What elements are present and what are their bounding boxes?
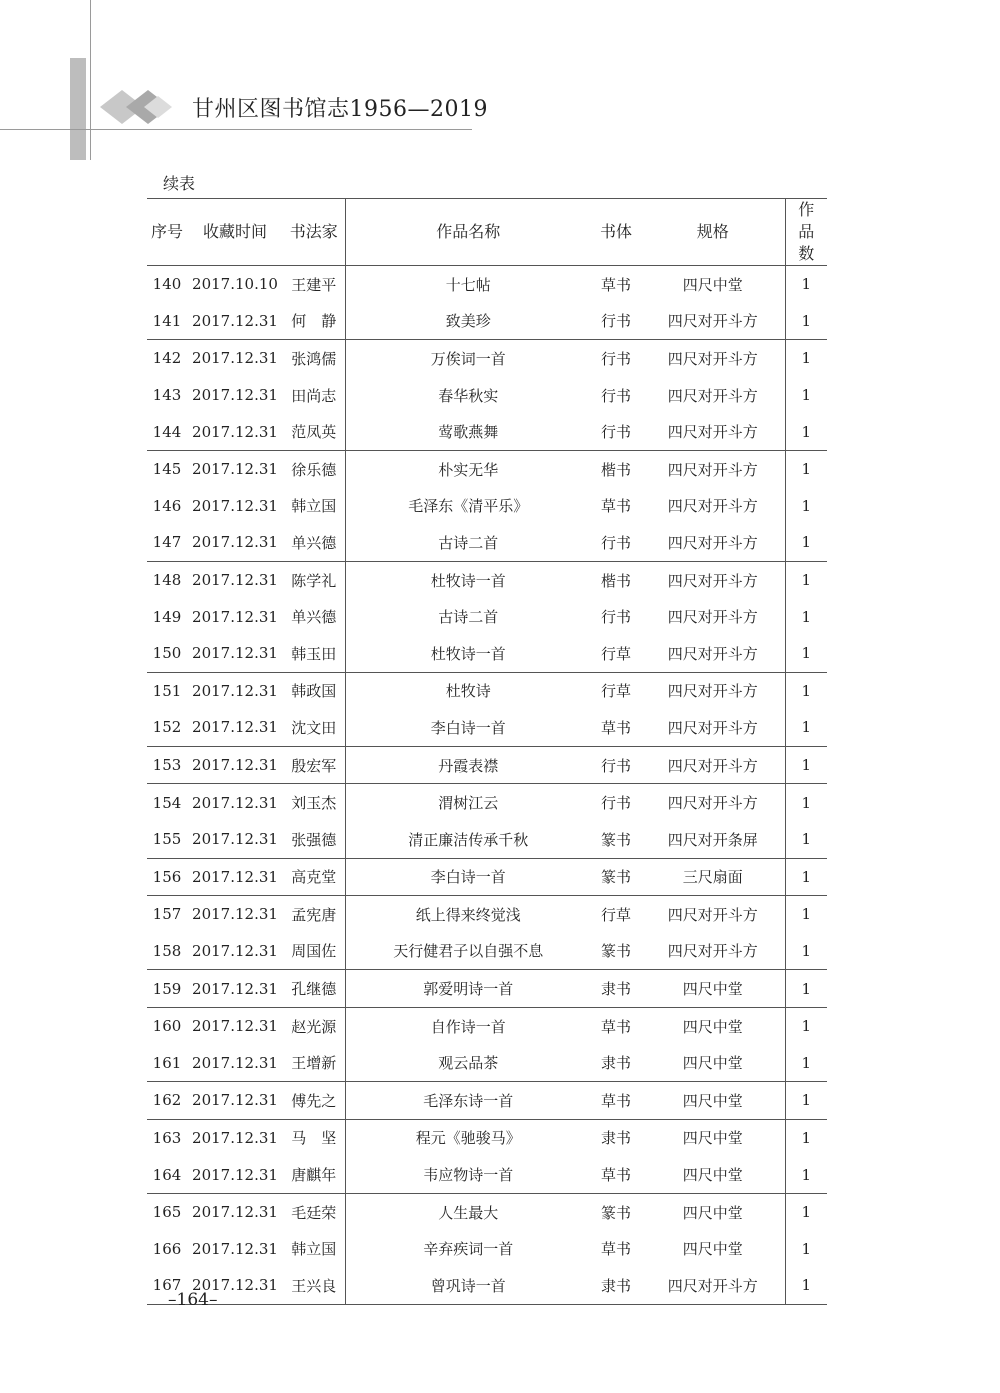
table-row bbox=[147, 413, 827, 450]
table-cell: 2017.12.31 bbox=[192, 496, 278, 515]
table-cell: 沈文田 bbox=[283, 709, 345, 746]
table-cell: 韩政国 bbox=[283, 672, 345, 709]
table-cell: 四尺中堂 bbox=[641, 1230, 785, 1267]
table-cell: 2017.12.31 bbox=[187, 450, 283, 487]
table-cell: 156 bbox=[147, 858, 187, 896]
table-cell: 行书 bbox=[600, 386, 631, 405]
table-cell: 朴实无华 bbox=[345, 450, 591, 487]
table-cell: 唐麒年 bbox=[283, 1156, 345, 1193]
table-cell: 四尺对开斗方 bbox=[641, 672, 785, 709]
table-cell: 2017.12.31 bbox=[187, 858, 283, 896]
table-cell: 1 bbox=[801, 422, 812, 441]
table-cell: 陈学礼 bbox=[283, 561, 345, 598]
table-cell: 四尺中堂 bbox=[641, 1119, 785, 1156]
table-row bbox=[147, 933, 827, 970]
table-cell: 150 bbox=[152, 644, 182, 663]
table-cell: 2017.12.31 bbox=[192, 422, 278, 441]
table-row bbox=[147, 821, 827, 858]
table-cell: 行书 bbox=[600, 423, 631, 442]
table-cell: 140 bbox=[152, 275, 182, 294]
table-cell: 1 bbox=[801, 1053, 812, 1072]
table-cell: 146 bbox=[152, 496, 182, 515]
table-cell: 四尺中堂 bbox=[641, 266, 785, 303]
table-cell: 1 bbox=[785, 1193, 827, 1230]
table-cell: 行草 bbox=[591, 896, 641, 933]
table-cell: 1 bbox=[801, 311, 812, 330]
table-cell: 隶书 bbox=[591, 970, 641, 1008]
column-header: 书体 bbox=[591, 199, 641, 266]
table-cell: 行书 bbox=[591, 746, 641, 784]
table-cell: 篆书 bbox=[591, 858, 641, 896]
table-cell: 161 bbox=[152, 1053, 182, 1072]
table-cell: 1 bbox=[785, 672, 827, 709]
table-cell: 隶书 bbox=[591, 1119, 641, 1156]
table-cell: 王兴良 bbox=[283, 1267, 345, 1304]
table-row bbox=[147, 377, 827, 414]
table-cell: 单兴德 bbox=[283, 598, 345, 635]
table-cell: 古诗二首 bbox=[438, 533, 499, 552]
table-row bbox=[147, 672, 827, 709]
table-cell: 草书 bbox=[591, 1007, 641, 1044]
table-cell: 莺歌燕舞 bbox=[438, 423, 499, 442]
table-cell: 158 bbox=[152, 941, 182, 960]
table-row bbox=[147, 488, 827, 525]
decorative-side-bar bbox=[70, 58, 86, 160]
table-cell: 毛泽东《清平乐》 bbox=[408, 497, 529, 516]
table-cell: 2017.10.10 bbox=[192, 275, 278, 294]
table-cell: 草书 bbox=[600, 1240, 631, 1259]
table-cell: 2017.12.31 bbox=[192, 1053, 278, 1072]
table-cell: 1 bbox=[785, 450, 827, 487]
table-cell: 四尺对开斗方 bbox=[641, 413, 785, 450]
table-cell: 四尺中堂 bbox=[641, 1193, 785, 1230]
table-cell: 2017.12.31 bbox=[192, 1239, 278, 1258]
table-cell: 程元《驰骏马》 bbox=[345, 1119, 591, 1156]
table-cell: 2017.12.31 bbox=[192, 311, 278, 330]
table-cell: 2017.12.31 bbox=[187, 1119, 283, 1156]
table-cell: 杜牧诗一首 bbox=[430, 644, 506, 663]
table-cell: 1 bbox=[785, 746, 827, 784]
table-cell: 曾巩诗一首 bbox=[345, 1267, 591, 1304]
table-cell: 2017.12.31 bbox=[192, 386, 278, 405]
table-cell: 傅先之 bbox=[283, 1082, 345, 1120]
table-cell: 1 bbox=[785, 1082, 827, 1120]
table-cell: 篆书 bbox=[600, 942, 631, 961]
table-cell: 141 bbox=[152, 311, 182, 330]
table-cell: 2017.12.31 bbox=[192, 533, 278, 552]
table-cell: 范凤英 bbox=[283, 413, 345, 450]
table-cell: 1 bbox=[801, 496, 812, 515]
table-cell: 2017.12.31 bbox=[187, 340, 283, 377]
table-row bbox=[147, 746, 827, 784]
table-cell: 1 bbox=[785, 858, 827, 896]
table-cell: 行草 bbox=[591, 672, 641, 709]
column-header: 作品名称 bbox=[345, 199, 591, 266]
table-cell: 杜牧诗 bbox=[345, 672, 591, 709]
table-continued-label: 续表 bbox=[163, 174, 196, 193]
table-cell: 草书 bbox=[600, 497, 631, 516]
table-cell: 2017.12.31 bbox=[187, 784, 283, 821]
table-cell: 151 bbox=[147, 672, 187, 709]
table-cell: 145 bbox=[147, 450, 187, 487]
table-cell: 篆书 bbox=[591, 1193, 641, 1230]
table-row bbox=[147, 784, 827, 821]
table-cell: 王增新 bbox=[283, 1044, 345, 1081]
table-cell: 1 bbox=[801, 941, 812, 960]
table-cell: 1 bbox=[785, 340, 827, 377]
table-cell: 观云品茶 bbox=[438, 1054, 499, 1073]
table-cell: 毛廷荣 bbox=[283, 1193, 345, 1230]
table-cell: 1 bbox=[785, 1267, 827, 1304]
table-row bbox=[147, 1082, 827, 1120]
table-cell: 春华秋实 bbox=[438, 386, 499, 405]
table-cell: 万俟词一首 bbox=[345, 340, 591, 377]
table-cell: 1 bbox=[801, 830, 812, 849]
table-body bbox=[147, 266, 827, 1305]
table-cell: 田尚志 bbox=[283, 377, 345, 414]
table-cell: 160 bbox=[147, 1007, 187, 1044]
table-cell: 毛泽东诗一首 bbox=[345, 1082, 591, 1120]
table-cell: 李白诗一首 bbox=[345, 858, 591, 896]
table-cell: 十七帖 bbox=[445, 275, 491, 294]
table-cell: 草书 bbox=[600, 275, 631, 294]
table-cell: 刘玉杰 bbox=[283, 784, 345, 821]
table-cell: 2017.12.31 bbox=[192, 644, 278, 663]
table-cell: 2017.12.31 bbox=[192, 607, 278, 626]
table-cell: 行书 bbox=[600, 312, 631, 331]
table-cell: 1 bbox=[801, 275, 812, 294]
table-cell: 166 bbox=[152, 1239, 182, 1258]
table-cell: 楷书 bbox=[591, 561, 641, 598]
table-row bbox=[147, 896, 827, 933]
diamond-ornament-icon bbox=[100, 90, 188, 124]
table-cell: 四尺对开斗方 bbox=[641, 709, 785, 746]
table-cell: 楷书 bbox=[591, 450, 641, 487]
table-row bbox=[147, 1119, 827, 1156]
table-cell: 四尺中堂 bbox=[641, 1082, 785, 1120]
table-cell: 古诗二首 bbox=[438, 608, 499, 627]
column-header: 书法家 bbox=[283, 199, 345, 266]
table-cell: 2017.12.31 bbox=[187, 1082, 283, 1120]
table-row bbox=[147, 1230, 827, 1267]
table-cell: 四尺对开斗方 bbox=[641, 488, 785, 525]
table-cell: 自作诗一首 bbox=[345, 1007, 591, 1044]
table-cell: 辛弃疾词一首 bbox=[423, 1240, 514, 1259]
table-cell: 165 bbox=[147, 1193, 187, 1230]
table-cell: 1 bbox=[785, 784, 827, 821]
running-header-title: 甘州区图书馆志1956—2019 bbox=[192, 97, 488, 122]
column-header: 规格 bbox=[641, 199, 785, 266]
table-cell: 四尺中堂 bbox=[641, 1044, 785, 1081]
table-cell: 147 bbox=[152, 533, 182, 552]
table-cell: 纸上得来终觉浅 bbox=[345, 896, 591, 933]
table-cell: 致美珍 bbox=[445, 312, 491, 331]
table-cell: 行书 bbox=[591, 784, 641, 821]
table-row bbox=[147, 266, 827, 303]
table-cell: 四尺对开斗方 bbox=[641, 561, 785, 598]
table-cell: 148 bbox=[147, 561, 187, 598]
table-cell: 144 bbox=[152, 422, 182, 441]
table-cell: 143 bbox=[152, 386, 182, 405]
table-row bbox=[147, 1267, 827, 1304]
table-cell: 1 bbox=[785, 1119, 827, 1156]
table-cell: 四尺对开斗方 bbox=[641, 524, 785, 561]
table-cell: 马 坚 bbox=[283, 1119, 345, 1156]
table-cell: 李白诗一首 bbox=[430, 718, 506, 737]
table-cell: 四尺对开斗方 bbox=[641, 635, 785, 672]
table-cell: 2017.12.31 bbox=[192, 1165, 278, 1184]
table-cell: 四尺对开斗方 bbox=[641, 303, 785, 340]
table-cell: 2017.12.31 bbox=[187, 1007, 283, 1044]
table-cell: 徐乐德 bbox=[283, 450, 345, 487]
table-row bbox=[147, 1156, 827, 1193]
table-cell: 韩立国 bbox=[283, 1230, 345, 1267]
table-cell: 四尺对开斗方 bbox=[641, 933, 785, 970]
table-cell: 162 bbox=[147, 1082, 187, 1120]
table-cell: 142 bbox=[147, 340, 187, 377]
table-cell: 高克堂 bbox=[283, 858, 345, 896]
table-cell: 2017.12.31 bbox=[187, 672, 283, 709]
table-cell: 四尺对开斗方 bbox=[641, 784, 785, 821]
table-cell: 四尺对开斗方 bbox=[641, 1267, 785, 1304]
table-cell: 1 bbox=[801, 644, 812, 663]
table-cell: 155 bbox=[152, 830, 182, 849]
page-number: –164– bbox=[168, 1290, 218, 1310]
table-row bbox=[147, 340, 827, 377]
table-cell: 张强德 bbox=[283, 821, 345, 858]
table-row bbox=[147, 524, 827, 561]
table-cell: 2017.12.31 bbox=[187, 1193, 283, 1230]
table-cell: 草书 bbox=[591, 1082, 641, 1120]
table-cell: 四尺对开条屏 bbox=[641, 821, 785, 858]
table-cell: 四尺对开斗方 bbox=[641, 450, 785, 487]
table-cell: 2017.12.31 bbox=[192, 718, 278, 737]
table-cell: 四尺对开斗方 bbox=[641, 340, 785, 377]
table-cell: 四尺对开斗方 bbox=[641, 377, 785, 414]
table-row bbox=[147, 303, 827, 340]
table-cell: 1 bbox=[785, 561, 827, 598]
table-cell: 韦应物诗一首 bbox=[423, 1166, 514, 1185]
column-header: 收藏时间 bbox=[187, 199, 283, 266]
table-row bbox=[147, 561, 827, 598]
table-cell: 四尺对开斗方 bbox=[641, 896, 785, 933]
column-header bbox=[785, 199, 827, 266]
table-cell: 四尺对开斗方 bbox=[641, 598, 785, 635]
table-cell: 1 bbox=[785, 1007, 827, 1044]
header-vertical-rule bbox=[90, 0, 91, 160]
table-cell: 164 bbox=[152, 1165, 182, 1184]
table-cell: 篆书 bbox=[600, 830, 631, 849]
table-cell: 153 bbox=[147, 746, 187, 784]
table-cell: 1 bbox=[801, 607, 812, 626]
table-cell: 1 bbox=[801, 386, 812, 405]
table-row bbox=[147, 858, 827, 896]
table-row bbox=[147, 1007, 827, 1044]
table-cell: 152 bbox=[152, 718, 182, 737]
table-cell: 1 bbox=[785, 970, 827, 1008]
collection-table bbox=[147, 198, 827, 1305]
table-row bbox=[147, 1193, 827, 1230]
table-cell: 清正廉洁传承千秋 bbox=[408, 830, 529, 849]
table-cell: 159 bbox=[147, 970, 187, 1008]
table-cell: 孔继德 bbox=[283, 970, 345, 1008]
table-cell: 行书 bbox=[600, 608, 631, 627]
table-cell: 行书 bbox=[591, 340, 641, 377]
table-cell: 韩玉田 bbox=[283, 635, 345, 672]
table-cell: 2017.12.31 bbox=[192, 830, 278, 849]
table-row bbox=[147, 635, 827, 672]
table-cell: 三尺扇面 bbox=[641, 858, 785, 896]
table-row bbox=[147, 970, 827, 1008]
table-cell: 单兴德 bbox=[283, 524, 345, 561]
table-cell: 隶书 bbox=[600, 1054, 631, 1073]
table-cell: 167 bbox=[147, 1267, 187, 1304]
table-row bbox=[147, 709, 827, 746]
column-header-line: 作品数 bbox=[798, 200, 815, 263]
table-cell: 渭树江云 bbox=[345, 784, 591, 821]
table-cell: 行草 bbox=[600, 644, 631, 663]
table-cell: 韩立国 bbox=[283, 488, 345, 525]
table-cell: 1 bbox=[785, 896, 827, 933]
table-cell: 1 bbox=[801, 533, 812, 552]
table-cell: 四尺对开斗方 bbox=[641, 746, 785, 784]
table-cell: 王建平 bbox=[283, 266, 345, 303]
table-cell: 隶书 bbox=[591, 1267, 641, 1304]
table-cell: 149 bbox=[152, 607, 182, 626]
table-cell: 四尺中堂 bbox=[641, 970, 785, 1008]
table-row bbox=[147, 450, 827, 487]
header-horizontal-rule bbox=[0, 129, 472, 130]
table-cell: 1 bbox=[801, 1239, 812, 1258]
table-cell: 1 bbox=[801, 718, 812, 737]
table-cell: 丹霞表襟 bbox=[345, 746, 591, 784]
table-cell: 2017.12.31 bbox=[187, 746, 283, 784]
table-header-row bbox=[147, 199, 827, 266]
table-cell: 2017.12.31 bbox=[187, 970, 283, 1008]
table-cell: 2017.12.31 bbox=[192, 941, 278, 960]
table-cell: 2017.12.31 bbox=[187, 561, 283, 598]
table-cell: 张鸿儒 bbox=[283, 340, 345, 377]
table-cell: 四尺中堂 bbox=[641, 1156, 785, 1193]
table-cell: 孟宪唐 bbox=[283, 896, 345, 933]
column-header: 序号 bbox=[147, 199, 187, 266]
table-cell: 草书 bbox=[600, 718, 631, 737]
table-cell: 2017.12.31 bbox=[187, 1267, 283, 1304]
table-cell: 1 bbox=[801, 1165, 812, 1184]
table-cell: 157 bbox=[147, 896, 187, 933]
table-cell: 郭爱明诗一首 bbox=[345, 970, 591, 1008]
table-cell: 周国佐 bbox=[283, 933, 345, 970]
table-cell: 杜牧诗一首 bbox=[345, 561, 591, 598]
table-cell: 行书 bbox=[600, 533, 631, 552]
table-cell: 2017.12.31 bbox=[187, 896, 283, 933]
table-cell: 人生最大 bbox=[345, 1193, 591, 1230]
table-cell: 殷宏军 bbox=[283, 746, 345, 784]
table-cell: 何 静 bbox=[283, 303, 345, 340]
table-cell: 天行健君子以自强不息 bbox=[393, 942, 544, 961]
table-row bbox=[147, 598, 827, 635]
table-cell: 四尺中堂 bbox=[641, 1007, 785, 1044]
table-cell: 163 bbox=[147, 1119, 187, 1156]
table-cell: 赵光源 bbox=[283, 1007, 345, 1044]
table-cell: 草书 bbox=[600, 1166, 631, 1185]
table-row bbox=[147, 1044, 827, 1081]
table-cell: 154 bbox=[147, 784, 187, 821]
